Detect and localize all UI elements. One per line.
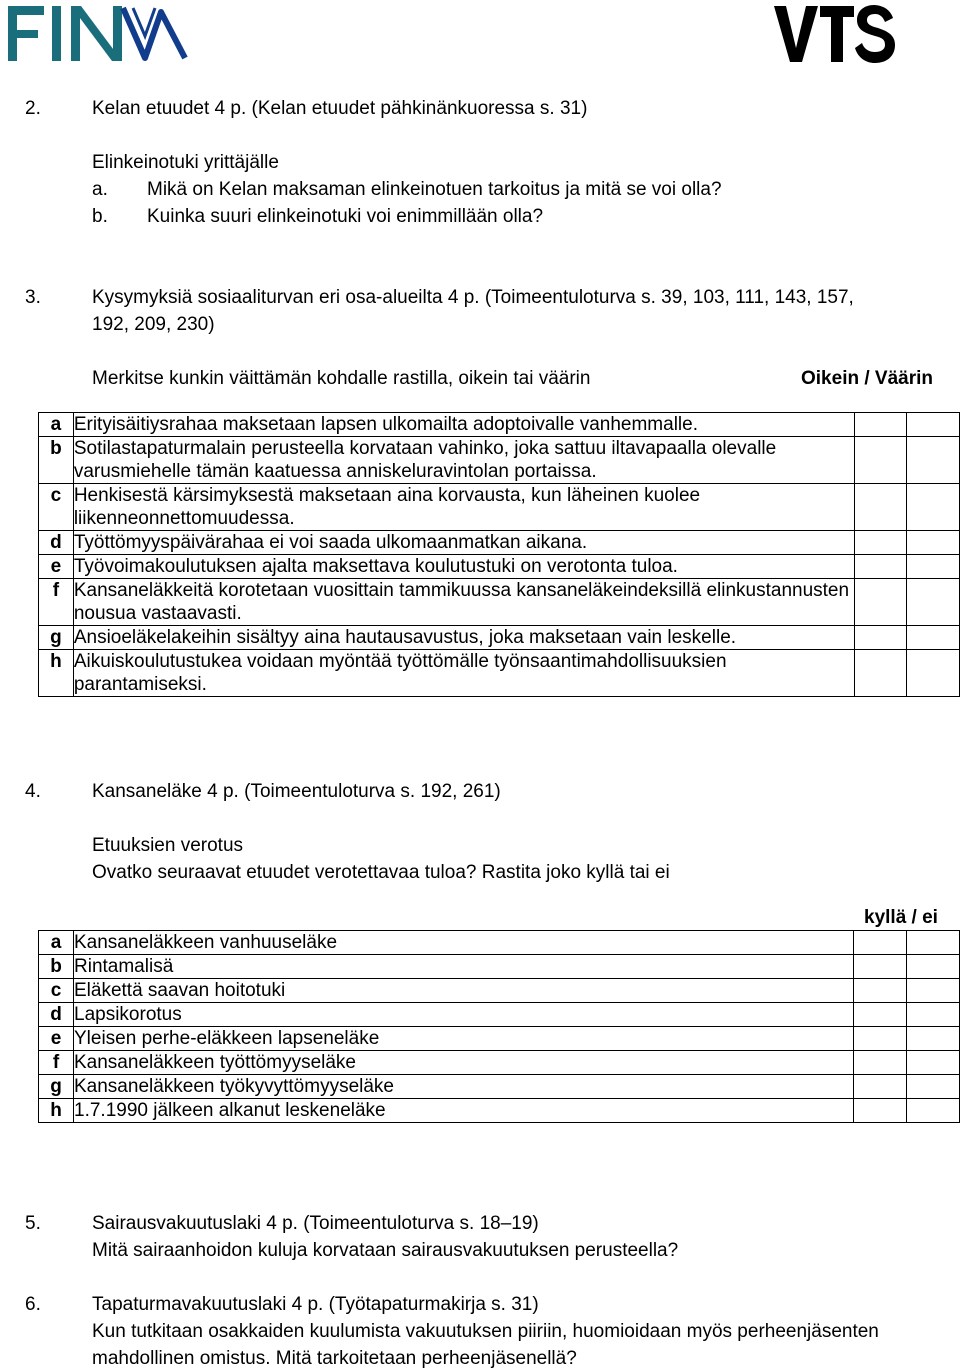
row-letter: c	[39, 484, 74, 531]
table-row	[39, 1003, 960, 1027]
row-statement: Kansaneläkkeen vanhuuseläke	[74, 931, 854, 955]
table-row	[39, 531, 960, 555]
answer-box-kylla[interactable]	[854, 1099, 907, 1123]
q4-column-header: kyllä / ei	[864, 907, 938, 928]
row-letter: h	[39, 1099, 74, 1123]
answer-box-oikein[interactable]	[854, 484, 907, 531]
answer-box-kylla[interactable]	[854, 1075, 907, 1099]
row-statement: Erityisäitiysrahaa maksetaan lapsen ulkomailta adoptoivalle vanhemmalle.	[73, 413, 854, 437]
answer-box-kylla[interactable]	[854, 1027, 907, 1051]
answer-box-ei[interactable]	[907, 931, 960, 955]
q3-true-false-table	[38, 412, 960, 697]
answer-box-oikein[interactable]	[854, 555, 907, 579]
q4-yes-no-table	[38, 930, 960, 1123]
table-row	[39, 1075, 960, 1099]
table-row	[39, 626, 960, 650]
row-letter: b	[39, 955, 74, 979]
row-statement: Työttömyyspäivärahaa ei voi saada ulkomaanmatkan aikana.	[73, 531, 854, 555]
row-statement: Työvoimakoulutuksen ajalta maksettava koulutustuki on verotonta tuloa.	[73, 555, 854, 579]
table-row	[39, 1051, 960, 1075]
answer-box-kylla[interactable]	[854, 955, 907, 979]
q2-item-b-text: Kuinka suuri elinkeinotuki voi enimmillään olla?	[147, 206, 544, 227]
answer-box-vaarin[interactable]	[907, 579, 960, 626]
row-statement: Aikuiskoulutustukea voidaan myöntää työttömälle työnsaantimahdollisuuksien parantamiseksi.	[73, 650, 854, 697]
table-row	[39, 955, 960, 979]
q6-number: 6.	[25, 1294, 41, 1315]
answer-box-oikein[interactable]	[854, 413, 907, 437]
finva-logo	[5, 2, 191, 70]
table-row	[39, 1027, 960, 1051]
answer-box-vaarin[interactable]	[907, 437, 960, 484]
answer-box-oikein[interactable]	[854, 626, 907, 650]
answer-box-oikein[interactable]	[854, 650, 907, 697]
row-letter: d	[39, 1003, 74, 1027]
q6-question-line1: Kun tutkitaan osakkaiden kuulumista vakuutuksen piiriin, huomioidaan myös perheenjäsenten	[92, 1321, 879, 1342]
q4-title: Kansaneläke 4 p. (Toimeentuloturva s. 192, 261)	[92, 781, 501, 802]
q2-item-b-letter: b.	[92, 206, 108, 227]
q6-question-line2: mahdollinen omistus. Mitä tarkoitetaan perheenjäsenellä?	[92, 1348, 577, 1369]
row-statement: Eläkettä saavan hoitotuki	[74, 979, 854, 1003]
row-letter: d	[39, 531, 74, 555]
answer-box-kylla[interactable]	[854, 1003, 907, 1027]
q2-number: 2.	[25, 98, 41, 119]
answer-box-oikein[interactable]	[854, 531, 907, 555]
table-row	[39, 579, 960, 626]
answer-box-oikein[interactable]	[854, 437, 907, 484]
table-row	[39, 413, 960, 437]
q4-subtitle: Etuuksien verotus	[92, 835, 244, 856]
answer-box-vaarin[interactable]	[907, 626, 960, 650]
q5-number: 5.	[25, 1213, 41, 1234]
row-letter: f	[39, 579, 74, 626]
answer-box-vaarin[interactable]	[907, 531, 960, 555]
table-row	[39, 979, 960, 1003]
q5-question: Mitä sairaanhoidon kuluja korvataan sairausvakuutuksen perusteella?	[92, 1240, 679, 1261]
row-letter: e	[39, 555, 74, 579]
answer-box-kylla[interactable]	[854, 931, 907, 955]
table-row	[39, 484, 960, 531]
answer-box-oikein[interactable]	[854, 579, 907, 626]
answer-box-ei[interactable]	[907, 979, 960, 1003]
q2-item-a-text: Mikä on Kelan maksaman elinkeinotuen tarkoitus ja mitä se voi olla?	[147, 179, 722, 200]
q4-instruction: Ovatko seuraavat etuudet verotettavaa tuloa? Rastita joko kyllä tai ei	[92, 862, 670, 883]
answer-box-ei[interactable]	[907, 1027, 960, 1051]
table-row	[39, 931, 960, 955]
row-letter: g	[39, 626, 74, 650]
vts-logo	[772, 4, 898, 70]
answer-box-ei[interactable]	[907, 1051, 960, 1075]
table-row	[39, 437, 960, 484]
table-row	[39, 555, 960, 579]
answer-box-ei[interactable]	[907, 955, 960, 979]
q4-number: 4.	[25, 781, 41, 802]
row-letter: f	[39, 1051, 74, 1075]
row-letter: h	[39, 650, 74, 697]
q3-instruction: Merkitse kunkin väittämän kohdalle rastilla, oikein tai väärin	[92, 368, 591, 389]
q2-subtitle: Elinkeinotuki yrittäjälle	[92, 152, 279, 173]
q5-title: Sairausvakuutuslaki 4 p. (Toimeentuloturva s. 18–19)	[92, 1213, 539, 1234]
q6-title: Tapaturmavakuutuslaki 4 p. (Työtapaturmakirja s. 31)	[92, 1294, 539, 1315]
row-statement: Ansioeläkelakeihin sisältyy aina hautausavustus, joka maksetaan vain leskelle.	[73, 626, 854, 650]
answer-box-vaarin[interactable]	[907, 650, 960, 697]
answer-box-ei[interactable]	[907, 1075, 960, 1099]
row-statement: Kansaneläkkeitä korotetaan vuosittain tammikuussa kansaneläkeindeksillä elinkustannusten nousua vastaavasti.	[73, 579, 854, 626]
q2-item-a-letter: a.	[92, 179, 108, 200]
answer-box-kylla[interactable]	[854, 979, 907, 1003]
row-statement: Henkisestä kärsimyksestä maksetaan aina korvausta, kun läheinen kuolee liikenneonnettomuudessa.	[73, 484, 854, 531]
q3-title-line1: Kysymyksiä sosiaaliturvan eri osa-alueilta 4 p. (Toimeentuloturva s. 39, 103, 111, 143, 157,	[92, 287, 854, 308]
row-letter: b	[39, 437, 74, 484]
row-statement: Lapsikorotus	[74, 1003, 854, 1027]
row-statement: Rintamalisä	[74, 955, 854, 979]
table-row	[39, 1099, 960, 1123]
row-letter: a	[39, 931, 74, 955]
row-statement: Kansaneläkkeen työttömyyseläke	[74, 1051, 854, 1075]
row-statement: Sotilastapaturmalain perusteella korvataan vahinko, joka sattuu iltavapaalla olevalle varusmiehelle tämän kaatuessa anniskeluravintolan portaissa.	[73, 437, 854, 484]
table-row	[39, 650, 960, 697]
row-letter: a	[39, 413, 74, 437]
q3-title-line2: 192, 209, 230)	[92, 314, 215, 335]
answer-box-kylla[interactable]	[854, 1051, 907, 1075]
answer-box-vaarin[interactable]	[907, 555, 960, 579]
row-statement: Yleisen perhe-eläkkeen lapseneläke	[74, 1027, 854, 1051]
row-statement: 1.7.1990 jälkeen alkanut leskeneläke	[74, 1099, 854, 1123]
answer-box-vaarin[interactable]	[907, 484, 960, 531]
answer-box-vaarin[interactable]	[907, 413, 960, 437]
row-statement: Kansaneläkkeen työkyvyttömyyseläke	[74, 1075, 854, 1099]
row-letter: c	[39, 979, 74, 1003]
q3-number: 3.	[25, 287, 41, 308]
row-letter: e	[39, 1027, 74, 1051]
q2-title: Kelan etuudet 4 p. (Kelan etuudet pähkinänkuoressa s. 31)	[92, 98, 588, 119]
q3-column-header: Oikein / Väärin	[801, 368, 933, 389]
answer-box-ei[interactable]	[907, 1099, 960, 1123]
answer-box-ei[interactable]	[907, 1003, 960, 1027]
row-letter: g	[39, 1075, 74, 1099]
